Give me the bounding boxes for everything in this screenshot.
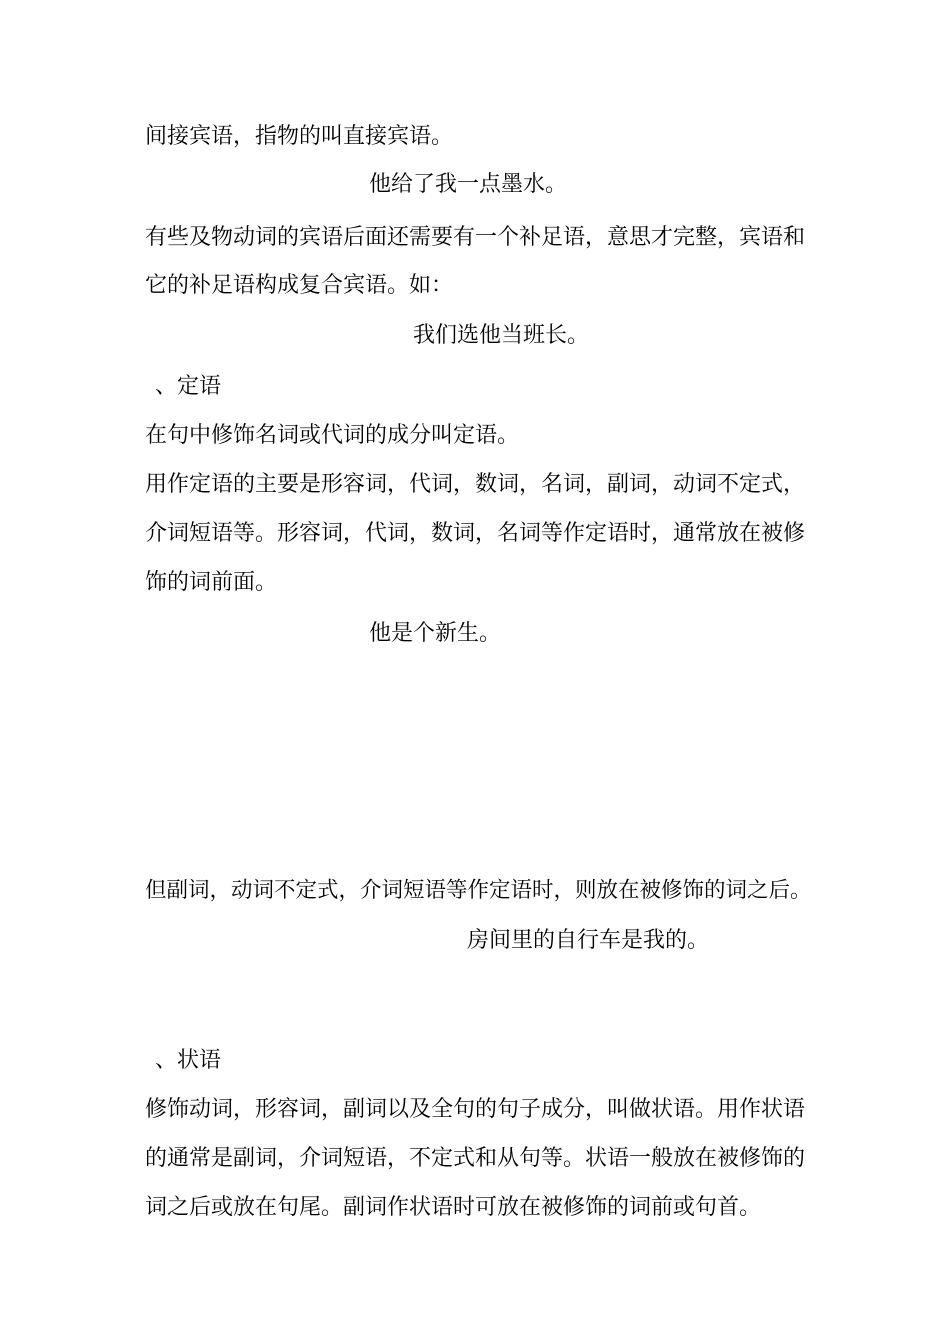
text-line: 间接宾语，指物的叫直接宾语。 <box>145 124 454 149</box>
example-sentence: 我们选他当班长。 <box>413 323 590 348</box>
text-line: 它的补足语构成复合宾语。如： <box>145 273 454 298</box>
text-line: 有些及物动词的宾语后面还需要有一个补足语，意思才完整，宾语和 <box>145 225 806 250</box>
text-line: 的通常是副词，介词短语，不定式和从句等。状语一般放在被修饰的 <box>145 1146 806 1171</box>
text-line: 在句中修饰名词或代词的成分叫定语。 <box>145 423 520 448</box>
text-line: 词之后或放在句尾。副词作状语时可放在被修饰的词前或句首。 <box>145 1195 762 1220</box>
section-heading: 、状语 <box>155 1048 222 1073</box>
section-heading: 、定语 <box>155 374 222 399</box>
example-sentence: 房间里的自行车是我的。 <box>467 928 710 953</box>
text-line: 修饰动词，形容词，副词以及全句的句子成分，叫做状语。用作状语 <box>145 1097 806 1122</box>
text-line: 但副词，动词不定式，介词短语等作定语时，则放在被修饰的词之后。 <box>145 878 812 903</box>
text-line: 介词短语等。形容词，代词，数词，名词等作定语时，通常放在被修 <box>145 521 806 546</box>
example-sentence: 他给了我一点墨水。 <box>369 172 568 197</box>
example-sentence: 他是个新生。 <box>369 621 502 646</box>
text-line: 饰的词前面。 <box>145 570 278 595</box>
text-line: 用作定语的主要是形容词，代词，数词，名词，副词，动词不定式， <box>145 472 806 497</box>
